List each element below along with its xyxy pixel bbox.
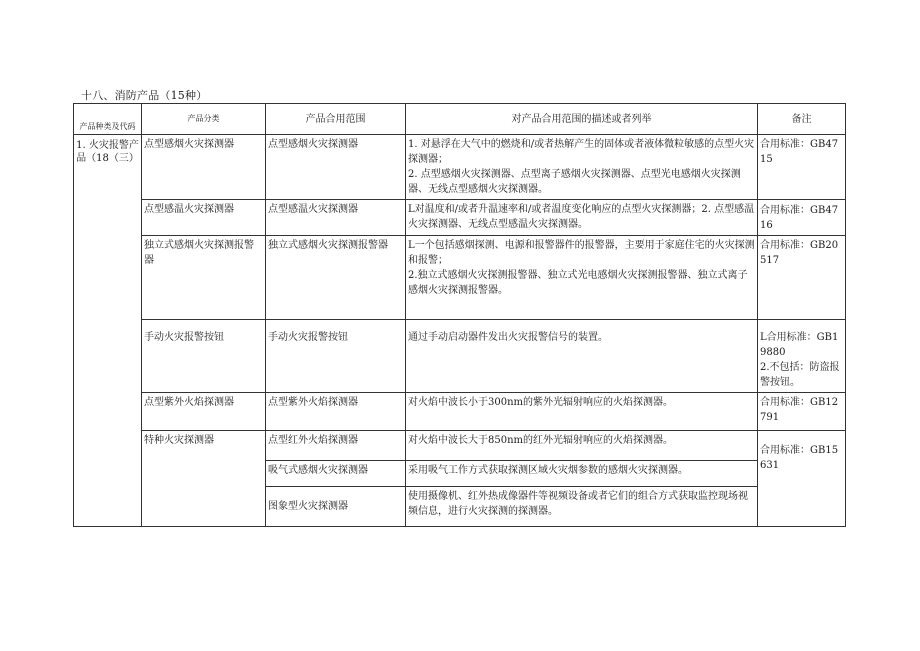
scope-cell: 独立式感烟火灾探测报警器 (266, 236, 406, 320)
notes-cell: 合用标准：GB15631 (758, 431, 846, 527)
description-cell: L对温度和/或者升温速率和/或者温度变化响应的点型火灾探测器；2. 点型感温火灾探测器、无线点型感温火灾探测器。 (406, 200, 758, 236)
scope-cell: 点型红外火焰探测器 (266, 431, 406, 461)
classification-cell: 点型感烟火灾探测器 (142, 135, 266, 200)
notes-cell: L合用标准：GB19880 2.不包括：防盗报警按钮。 (758, 320, 846, 393)
category-cell: 1. 火灾报警产品（18（三） (74, 135, 142, 527)
section-heading: 十八、消防产品（15种） (81, 89, 208, 102)
scope-cell: 手动火灾报警按钮 (266, 320, 406, 393)
notes-cell: 合用标准：GB12791 (758, 393, 846, 431)
description-cell: 使用摄像机、红外热成像器件等视频设备或者它们的组合方式获取监控现场视频信息，进行火灾探测的探测器。 (406, 487, 758, 527)
notes-cell: 合用标准：GB4716 (758, 200, 846, 236)
notes-cell: 合用标准：GB4715 (758, 135, 846, 200)
scope-cell: 点型感温火灾探测器 (266, 200, 406, 236)
description-cell: 对火焰中波长小于300nm的紫外光辐射响应的火焰探测器。 (406, 393, 758, 431)
header-scope: 产品合用范围 (266, 104, 406, 135)
header-classification: 产品分类 (142, 104, 266, 135)
description-cell: 通过手动启动器件发出火灾报警信号的装置。 (406, 320, 758, 393)
table-row (74, 431, 846, 461)
classification-cell: 特种火灾探测器 (142, 431, 266, 527)
description-cell: 1. 对悬浮在大气中的燃烧和/或者热解产生的固体或者液体微粒敏感的点型火灾探测器； 2. 点型感烟火灾探测器、点型离子感烟火灾探测器、点型光电感烟火灾探测器、无线点型感烟火灾探测器。 (406, 135, 758, 200)
scope-cell: 吸气式感烟火灾探测器 (266, 461, 406, 487)
notes-cell: 合用标准：GB20517 (758, 236, 846, 320)
header-notes: 备注 (758, 104, 846, 135)
table-row (74, 135, 846, 200)
header-category-code: 产品种类及代码 (74, 104, 142, 135)
table-row (74, 320, 846, 393)
classification-cell: 点型感温火灾探测器 (142, 200, 266, 236)
table-header-row (74, 104, 846, 135)
scope-cell: 点型紫外火焰探测器 (266, 393, 406, 431)
classification-cell: 独立式感烟火灾探测报警器 (142, 236, 266, 320)
description-cell: 采用吸气工作方式获取探测区域火灾烟参数的感烟火灾探测器。 (406, 461, 758, 487)
description-cell: 对火焰中波长大于850nm的红外光辐射响应的火焰探测器。 (406, 431, 758, 461)
table-row (74, 200, 846, 236)
table-row (74, 393, 846, 431)
scope-cell: 点型感烟火灾探测器 (266, 135, 406, 200)
classification-cell: 手动火灾报警按钮 (142, 320, 266, 393)
scope-cell: 图象型火灾探测器 (266, 487, 406, 527)
product-table (73, 103, 846, 527)
classification-cell: 点型紫外火焰探测器 (142, 393, 266, 431)
description-cell: L一个包括感烟探测、电源和报警器件的报警器，主要用于家庭住宅的火灾探测和报警； 2.独立式感烟火灾探测报警器、独立式光电感烟火灾探测报警器、独立式离子感烟火灾探测报警器。 (406, 236, 758, 320)
header-description: 对产品合用范围的描述或者列举 (406, 104, 758, 135)
table-row (74, 236, 846, 320)
